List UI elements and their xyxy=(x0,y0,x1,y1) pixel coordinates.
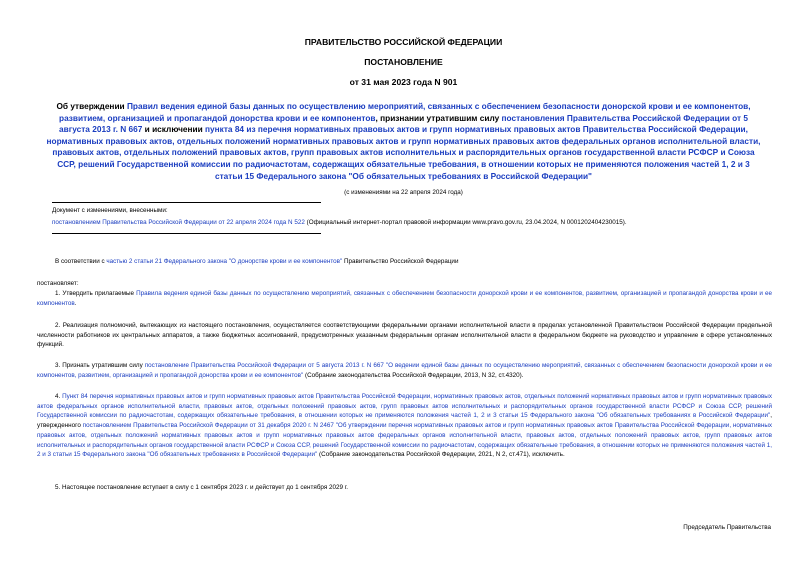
decides-text: постановляет: xyxy=(37,280,79,287)
paragraph-2 xyxy=(37,321,772,350)
paragraph-5 xyxy=(37,483,772,493)
title-middle-2: и исключении xyxy=(142,124,206,135)
p4-link-resolution-2467[interactable]: постановлением Правительства Российской Федерации от 31 декабря 2020 г. N 2467 "Об утверждении перечня нормативных правовых актов и групп нормативных правовых актов Правительства Российской Федерации, нормативных правовых актов, отдельных положений нормативных правовых актов и групп нормативных правовых актов федеральных органов исполнительной власти, правовых актов, отдельных положений правовых актов, групп правовых актов исполнительных и распорядительных органов государственной власти РСФСР и Союза ССР, решений Государственной комиссии по радиочастотам, содержащих обязательные требования, в отношении которых не применяются положения частей 1, 2 и 3 статьи 15 Федерального закона "Об обязательных требованиях в Российской Федерации" xyxy=(37,422,772,459)
title-link-rules[interactable]: Правил ведения единой базы данных по осуществлению мероприятий, связанных с обеспечением безопасности донорской крови и ее компонентов, развитием, организацией и пропагандой донорства крови и ее компонентов xyxy=(59,101,751,123)
divider-top xyxy=(52,202,321,203)
signature-title: Председатель Правительства xyxy=(683,524,771,531)
p1-suffix: . xyxy=(74,299,77,307)
p4-suffix: (Собрание законодательства Российской Федерации, 2021, N 2, ст.471), исключить. xyxy=(317,451,565,459)
edition-note: (с изменениями на 22 апреля 2024 года) xyxy=(344,189,463,196)
p3-link[interactable]: постановление Правительства Российской Федерации от 5 августа 2013 г. N 667 "О ведении единой базы данных по осуществлению мероприятий, связанных с обеспечением безопасности донорской крови и ее компонентов, развитием, организацией и пропагандой донорства крови и ее компонентов" xyxy=(37,362,772,379)
doc-type-heading: ПОСТАНОВЛЕНИЕ xyxy=(364,57,443,67)
title-middle-1: , признании утратившим силу xyxy=(375,112,502,123)
p4-middle: , утвержденного xyxy=(37,412,772,430)
p2-text: 2. Реализация полномочий, вытекающих из настоящего постановления, осуществляется соответствующими федеральными органами исполнительной власти в пределах установленной Правительством Российской Федерации предельной численности работников их центральных аппаратов, а также бюджетных ассигнований, предусмотренных указанным федеральным органам исполнительной власти в федеральном бюджете на руководство и управление в сфере установленных функций. xyxy=(37,322,772,349)
p4-prefix: 4. xyxy=(55,393,63,400)
divider-bottom xyxy=(52,233,321,234)
document-title xyxy=(45,101,762,182)
p3-suffix: (Собрание законодательства Российской Федерации, 2013, N 32, ст.4320). xyxy=(303,371,524,379)
changes-suffix: (Официальный интернет-портал правовой информации www.pravo.gov.ru, 23.04.2024, N 0001202404230015). xyxy=(304,219,627,226)
title-link-resolution-667[interactable]: постановления Правительства Российской Федерации от 5 августа 2013 г. N 667 xyxy=(59,112,748,135)
title-link-point-84[interactable]: пункта 84 из перечня нормативных правовых актов и групп нормативных правовых актов Правительства Российской Федерации, нормативных правовых актов, отдельных положений нормативных правовых актов и групп нормативных правовых актов федеральных органов исполнительной власти, правовых актов, отдельных положений правовых актов, групп правовых актов исполнительных и распорядительных органов государственной власти РСФСР и Союза ССР, решений Государственной комиссии по радиочастотам, содержащих обязательные требования, в отношении которых не применяются положения частей 1, 2 и 3 статьи 15 Федерального закона "Об обязательных требованиях в Российской Федерации" xyxy=(46,124,761,181)
date-number-heading: от 31 мая 2023 года N 901 xyxy=(349,77,458,87)
title-prefix: Об утверждении xyxy=(56,101,127,111)
changes-link[interactable]: постановлением Правительства Российской Федерации от 22 апреля 2024 года N 522 xyxy=(52,219,305,226)
p4-link-point-84[interactable]: Пункт 84 перечня нормативных правовых актов и групп нормативных правовых актов Правительства Российской Федерации, нормативных правовых актов, отдельных положений нормативных правовых актов и групп нормативных правовых актов федеральных органов исполнительной власти, правовых актов, отдельных положений правовых актов, групп правовых актов исполнительных и распорядительных органов государственной власти РСФСР и Союза ССР, решений Государственной комиссии по радиочастотам, содержащих обязательные требования, в отношении которых не применяются положения частей 1, 2 и 3 статьи 15 Федерального закона "Об обязательных требованиях в Российской Федерации" xyxy=(37,393,772,420)
changes-text xyxy=(52,217,772,229)
preamble xyxy=(37,257,772,267)
changes-label: Документ с изменениями, внесенными: xyxy=(52,207,168,214)
preamble-prefix: В соответствии с xyxy=(55,258,107,265)
preamble-suffix: Правительство Российской Федерации xyxy=(342,258,459,265)
p3-prefix: 3. Признать утратившим силу xyxy=(55,362,145,369)
government-heading: ПРАВИТЕЛЬСТВО РОССИЙСКОЙ ФЕДЕРАЦИИ xyxy=(304,37,503,47)
p1-link[interactable]: Правила ведения единой базы данных по осуществлению мероприятий, связанных с обеспечением безопасности донорской крови и ее компонентов, развитием, организацией и пропагандой донорства крови и ее компонентов xyxy=(37,290,772,307)
p1-prefix: 1. Утвердить прилагаемые xyxy=(55,290,137,297)
preamble-link[interactable]: частью 2 статьи 21 Федерального закона "О донорстве крови и ее компонентов" xyxy=(106,258,343,265)
p5-text: 5. Настоящее постановление вступает в силу с 1 сентября 2023 г. и действует до 1 сентября 2029 г. xyxy=(55,484,349,491)
paragraph-3 xyxy=(37,361,772,380)
paragraph-1 xyxy=(37,289,772,308)
paragraph-4 xyxy=(37,392,772,460)
